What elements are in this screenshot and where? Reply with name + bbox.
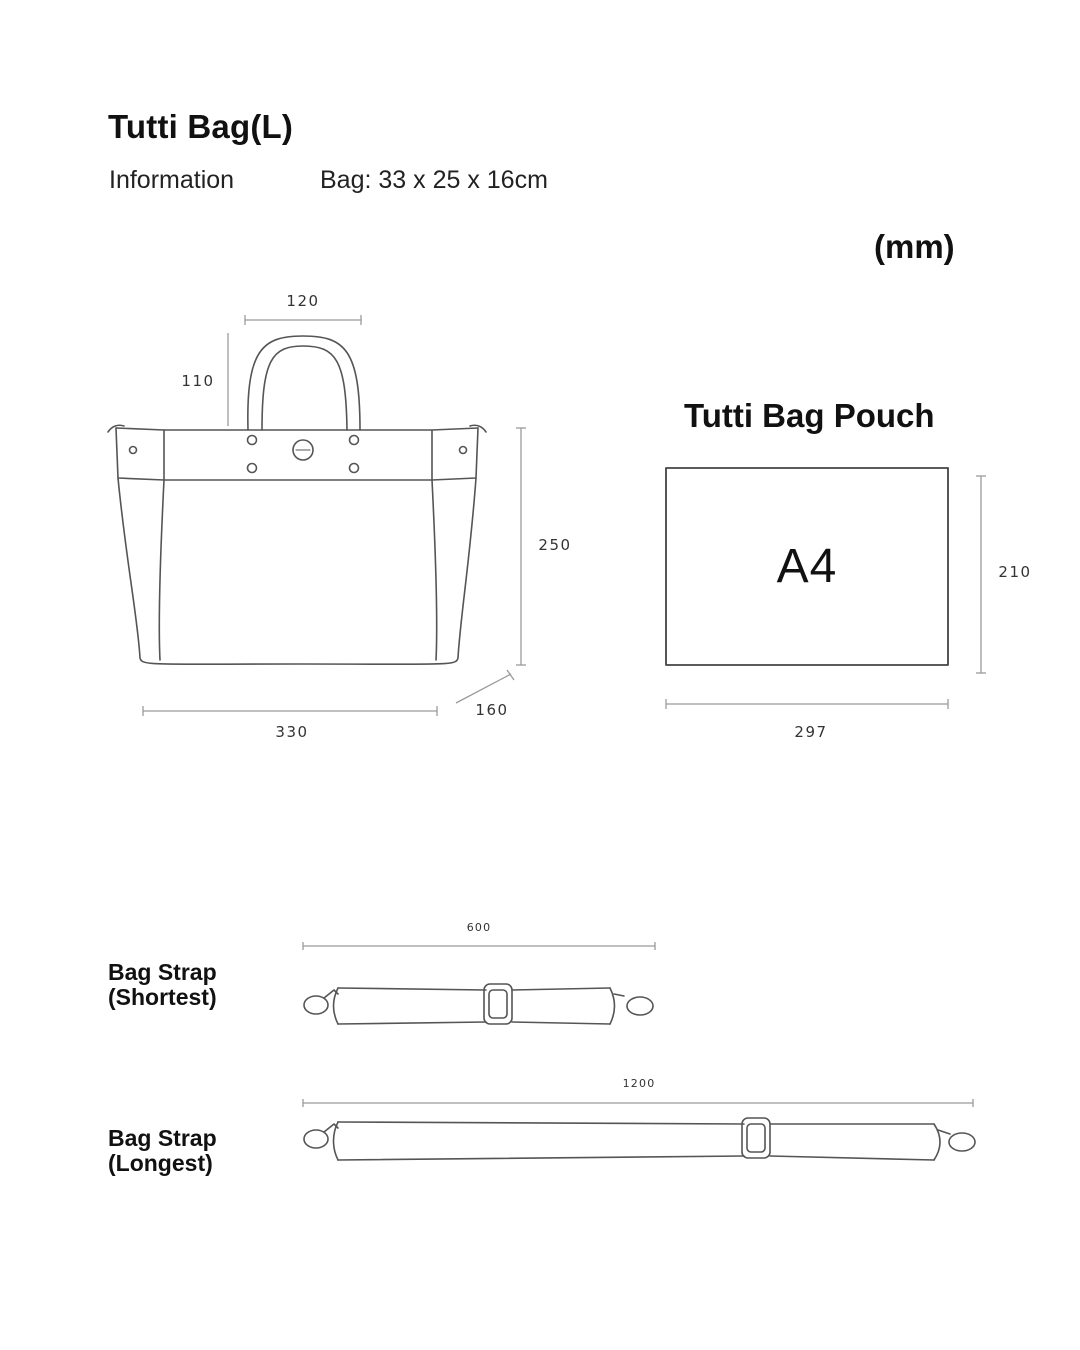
page-title: Tutti Bag(L): [108, 108, 294, 145]
strap-shortest-label-line1: Bag Strap: [108, 959, 217, 985]
information-label: Information: [109, 166, 235, 194]
dim-strap-shortest: 600: [466, 921, 492, 934]
dim-pouch-height: 210: [998, 563, 1032, 581]
dim-handle-width: 120: [286, 292, 320, 310]
dim-pouch-width: 297: [794, 723, 828, 741]
strap-longest-label-line1: Bag Strap: [108, 1125, 217, 1151]
strap-longest-label-line2: (Longest): [108, 1150, 213, 1176]
pouch-size-label: A4: [776, 540, 838, 593]
dim-bag-width: 330: [275, 723, 309, 741]
strap-longest-label: [108, 1126, 217, 1176]
unit-label: (mm): [874, 228, 955, 265]
strap-shortest-label-line2: (Shortest): [108, 984, 217, 1010]
dim-strap-longest: 1200: [622, 1077, 656, 1090]
dim-bag-height: 250: [538, 536, 572, 554]
strap-shortest-drawing: [304, 984, 653, 1024]
bag-dimensions-text: Bag: 33 x 25 x 16cm: [320, 166, 548, 194]
strap-shortest-label: [108, 960, 217, 1010]
bag-body-outline: [118, 478, 476, 664]
bag-handle-inner: [262, 346, 347, 430]
strap-longest-drawing: [304, 1118, 975, 1160]
dim-handle-height: 110: [181, 372, 215, 390]
pouch-title: Tutti Bag Pouch: [684, 397, 935, 434]
dim-bag-depth: 160: [475, 701, 509, 719]
